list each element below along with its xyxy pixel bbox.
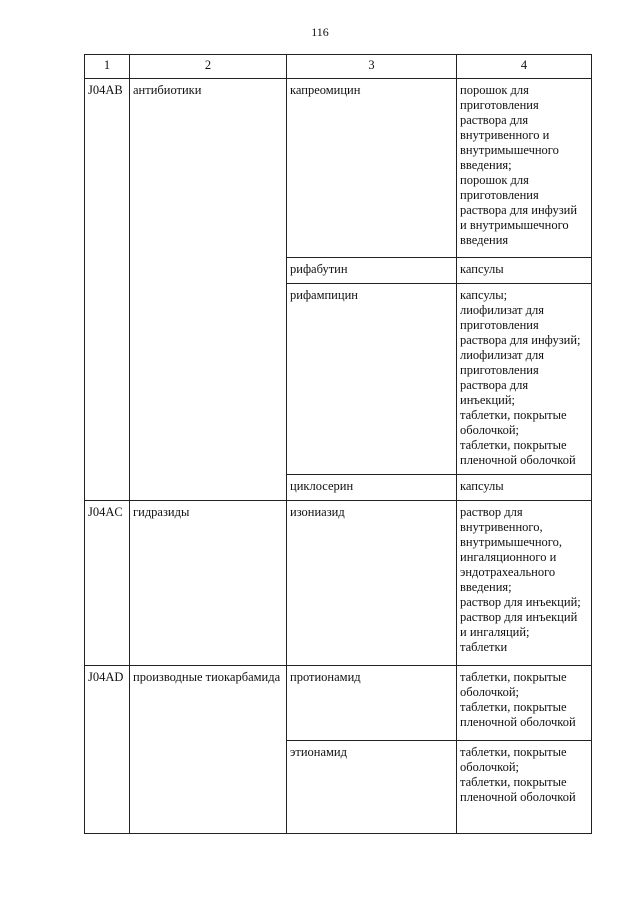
- dosage-forms-cell: [457, 475, 592, 501]
- header-cell-4: 4: [457, 55, 592, 79]
- dosage-form-line: раствора для: [460, 113, 529, 127]
- table-header-row: [85, 55, 592, 79]
- drug-name-cell: циклосерин: [287, 475, 457, 501]
- drug-name-cell: протионамид: [287, 666, 457, 741]
- dosage-form-line: раствор для инъекций: [460, 610, 578, 624]
- atc-code-cell: J04AC: [85, 501, 130, 666]
- drug-table-body: [85, 55, 592, 834]
- dosage-form-line: лиофилизат для: [460, 303, 544, 317]
- header-cell-1: 1: [85, 55, 130, 79]
- dosage-form-line: пленочной оболочкой: [460, 790, 576, 804]
- dosage-form-line: введения;: [460, 158, 512, 172]
- dosage-form-line: и внутримышечного: [460, 218, 569, 232]
- dosage-form-line: таблетки, покрытые: [460, 775, 567, 789]
- dosage-form-line: внутривенного,: [460, 520, 543, 534]
- dosage-form-line: пленочной оболочкой: [460, 715, 576, 729]
- dosage-form-line: внутримышечного,: [460, 535, 562, 549]
- dosage-form-line: таблетки, покрытые: [460, 408, 567, 422]
- drug-name-cell: капреомицин: [287, 79, 457, 258]
- dosage-form-line: таблетки: [460, 640, 508, 654]
- dosage-forms-cell: [457, 741, 592, 834]
- drug-name-cell: рифампицин: [287, 284, 457, 475]
- dosage-form-line: капсулы: [460, 262, 504, 276]
- drug-name-cell: изониазид: [287, 501, 457, 666]
- dosage-form-line: капсулы: [460, 479, 504, 493]
- dosage-form-line: раствор для: [460, 505, 523, 519]
- group-name-cell: антибиотики: [130, 79, 287, 501]
- dosage-form-line: и ингаляций;: [460, 625, 530, 639]
- dosage-form-line: внутримышечного: [460, 143, 559, 157]
- dosage-form-line: внутривенного и: [460, 128, 550, 142]
- dosage-form-line: оболочкой;: [460, 685, 519, 699]
- dosage-form-line: ингаляционного и: [460, 550, 557, 564]
- drug-name-cell: этионамид: [287, 741, 457, 834]
- dosage-forms-cell: [457, 666, 592, 741]
- dosage-form-line: приготовления: [460, 318, 539, 332]
- dosage-forms-cell: [457, 284, 592, 475]
- dosage-form-line: раствор для инъекций;: [460, 595, 581, 609]
- dosage-form-line: приготовления: [460, 363, 539, 377]
- group-name-cell: гидразиды: [130, 501, 287, 666]
- dosage-form-line: пленочной оболочкой: [460, 453, 576, 467]
- dosage-form-line: таблетки, покрытые: [460, 745, 567, 759]
- dosage-forms-cell: [457, 258, 592, 284]
- dosage-form-line: порошок для: [460, 173, 529, 187]
- table-row: [85, 666, 592, 741]
- dosage-form-line: эндотрахеального: [460, 565, 556, 579]
- dosage-form-line: таблетки, покрытые: [460, 438, 567, 452]
- dosage-form-line: введения;: [460, 580, 512, 594]
- drug-table: [84, 54, 592, 834]
- atc-code-cell: J04AB: [85, 79, 130, 501]
- dosage-forms-cell: [457, 501, 592, 666]
- table-row: [85, 501, 592, 666]
- group-name-cell: производные тиокарбамида: [130, 666, 287, 834]
- dosage-form-line: таблетки, покрытые: [460, 670, 567, 684]
- table-row: [85, 79, 592, 258]
- dosage-form-line: раствора для инфузий;: [460, 333, 581, 347]
- dosage-form-line: таблетки, покрытые: [460, 700, 567, 714]
- atc-code-cell: J04AD: [85, 666, 130, 834]
- dosage-form-line: лиофилизат для: [460, 348, 544, 362]
- dosage-form-line: инъекций;: [460, 393, 516, 407]
- dosage-form-line: раствора для: [460, 378, 529, 392]
- dosage-form-line: приготовления: [460, 188, 539, 202]
- header-cell-3: 3: [287, 55, 457, 79]
- drug-name-cell: рифабутин: [287, 258, 457, 284]
- dosage-form-line: оболочкой;: [460, 423, 519, 437]
- dosage-form-line: приготовления: [460, 98, 539, 112]
- dosage-form-line: оболочкой;: [460, 760, 519, 774]
- page-number: 116: [311, 25, 329, 39]
- dosage-form-line: раствора для инфузий: [460, 203, 578, 217]
- dosage-form-line: введения: [460, 233, 509, 247]
- header-cell-2: 2: [130, 55, 287, 79]
- dosage-form-line: порошок для: [460, 83, 529, 97]
- dosage-forms-cell: [457, 79, 592, 258]
- dosage-form-line: капсулы;: [460, 288, 508, 302]
